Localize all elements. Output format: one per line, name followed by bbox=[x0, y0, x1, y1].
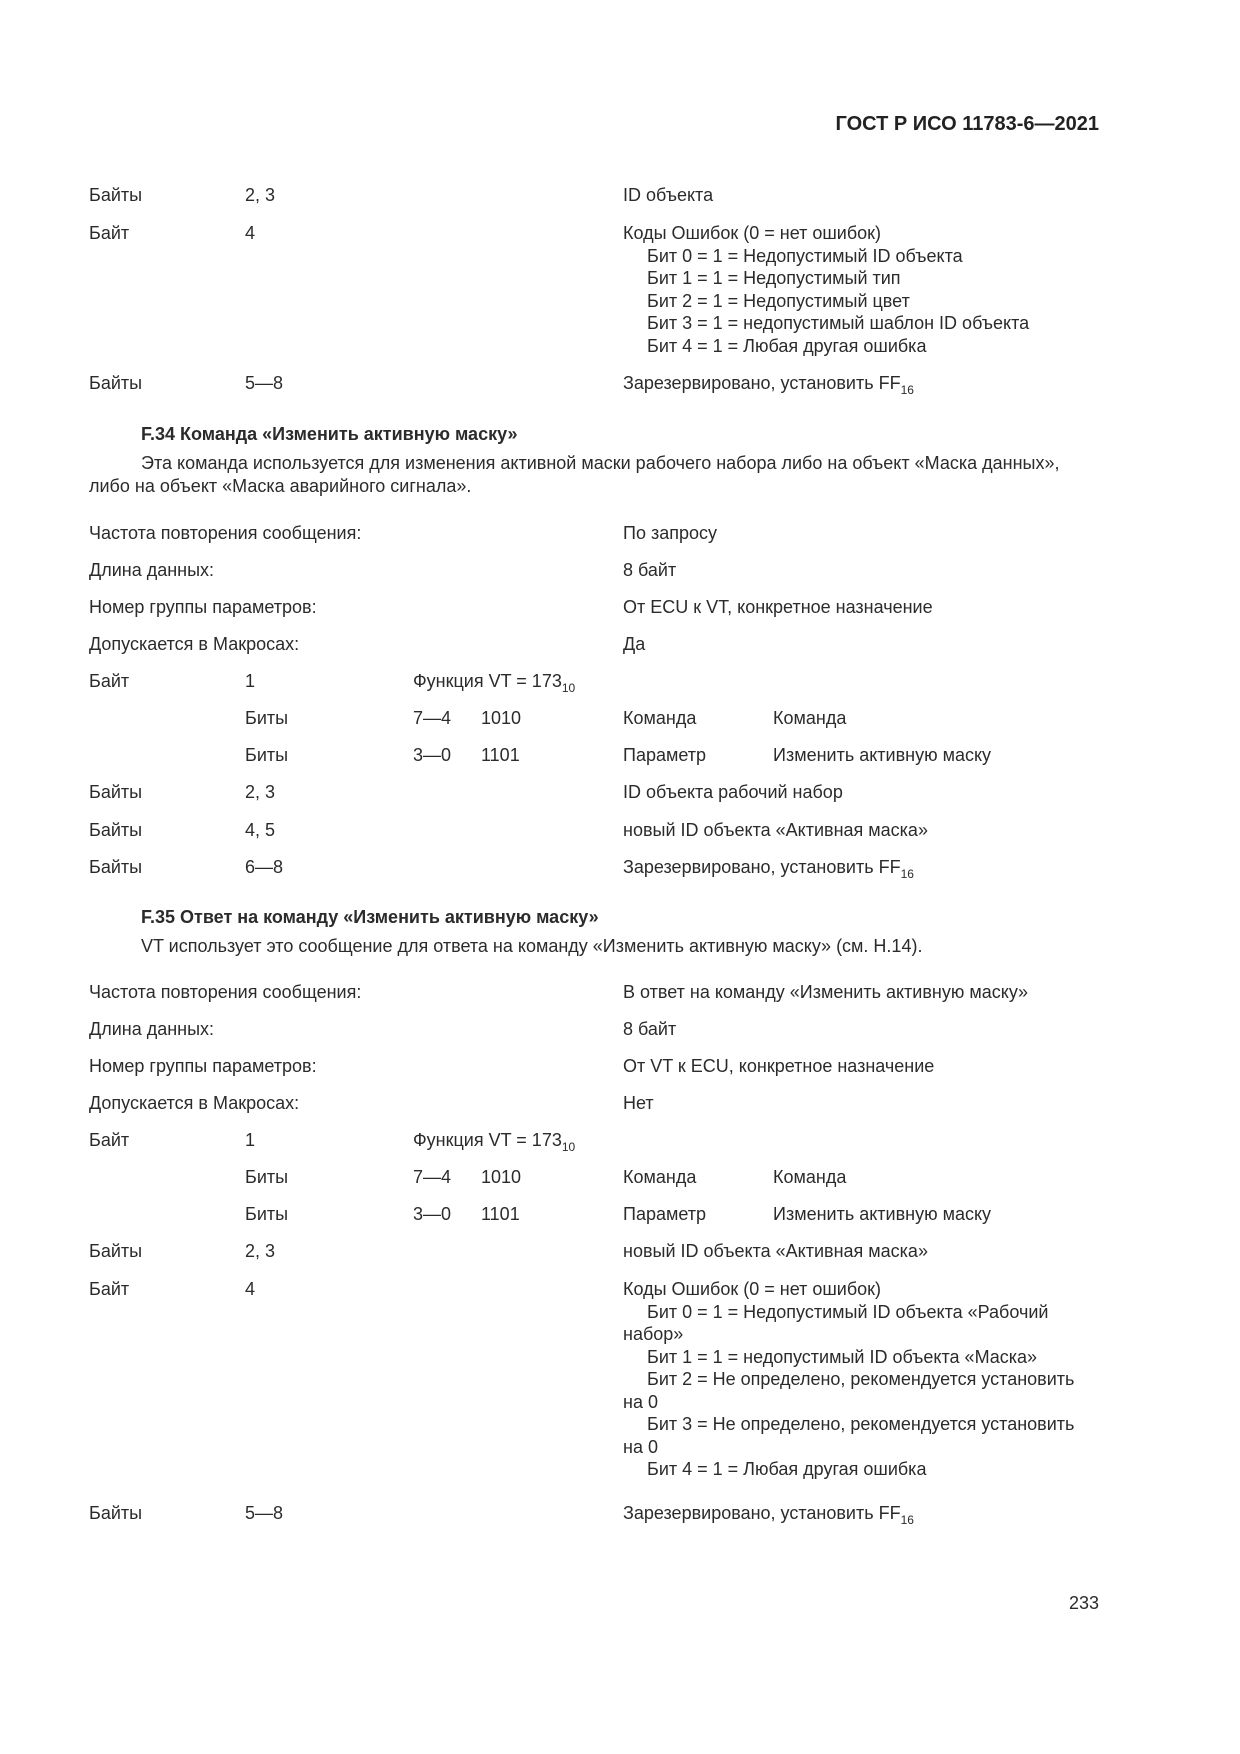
row-value: 6—8 bbox=[245, 857, 284, 877]
row-desc: ID объекта bbox=[623, 185, 714, 205]
row-value: 4 bbox=[245, 1279, 256, 1299]
row-value: 1 bbox=[245, 671, 256, 691]
field-value: 8 байт bbox=[623, 1019, 677, 1039]
function-code bbox=[413, 670, 575, 693]
section-title-f35: F.35 Ответ на команду «Изменить активную маску» bbox=[141, 907, 599, 927]
subscript: 16 bbox=[900, 867, 914, 881]
error-codes-title: Коды Ошибок (0 = нет ошибок) bbox=[623, 223, 882, 243]
bits-field: Команда bbox=[623, 708, 697, 728]
row-label: Байт bbox=[89, 1279, 130, 1299]
reserved-desc bbox=[623, 856, 914, 879]
reserved-text: Зарезервировано, установить FF bbox=[623, 373, 901, 393]
bits-value: 1101 bbox=[481, 745, 520, 765]
row-label: Байты bbox=[89, 857, 143, 877]
page-number: 233 bbox=[1068, 1593, 1099, 1613]
field-label: Номер группы параметров: bbox=[89, 597, 317, 617]
error-code-line: Бит 1 = 1 = недопустимый ID объекта «Маска» bbox=[647, 1346, 1038, 1367]
field-value: 8 байт bbox=[623, 560, 677, 580]
error-codes-block bbox=[623, 222, 1029, 357]
error-code-line: Бит 2 = 1 = Недопустимый цвет bbox=[647, 290, 910, 311]
section-intro-f35: VT использует это сообщение для ответа на команду «Изменить активную маску» (см. H.14). bbox=[141, 936, 923, 956]
bits-range: 3—0 bbox=[413, 1204, 452, 1224]
bits-meaning: Команда bbox=[773, 708, 847, 728]
reserved-desc bbox=[623, 1502, 914, 1525]
row-value: 1 bbox=[245, 1130, 256, 1150]
bits-range: 7—4 bbox=[413, 708, 452, 728]
reserved-text: Зарезервировано, установить FF bbox=[623, 1503, 901, 1523]
bits-range: 3—0 bbox=[413, 745, 452, 765]
row-label: Байт bbox=[89, 1130, 130, 1150]
error-codes-block bbox=[623, 1278, 1099, 1481]
row-value: 5—8 bbox=[245, 1503, 284, 1523]
subscript: 16 bbox=[900, 383, 914, 397]
bits-value: 1101 bbox=[481, 1204, 520, 1224]
error-code-line: Бит 0 = 1 = Недопустимый ID объекта «Рабочий набор» bbox=[623, 1301, 1049, 1344]
row-label: Байты bbox=[89, 820, 143, 840]
bits-value: 1010 bbox=[481, 708, 522, 728]
field-label: Допускается в Макросах: bbox=[89, 634, 300, 654]
error-code-line: Бит 3 = 1 = недопустимый шаблон ID объекта bbox=[647, 313, 1030, 333]
bits-range: 7—4 bbox=[413, 1167, 452, 1187]
row-value: 2, 3 bbox=[245, 782, 276, 802]
field-label: Длина данных: bbox=[89, 1019, 215, 1039]
bits-meaning: Изменить активную маску bbox=[773, 1204, 992, 1224]
field-value: От ECU к VT, конкретное назначение bbox=[623, 597, 933, 617]
function-text: Функция VT = 173 bbox=[413, 1130, 562, 1150]
error-code-line: Бит 2 = Не определено, рекомендуется установить на 0 bbox=[623, 1369, 1075, 1412]
bits-value: 1010 bbox=[481, 1167, 522, 1187]
row-label: Байт bbox=[89, 223, 130, 243]
field-value: Нет bbox=[623, 1093, 654, 1113]
bits-meaning: Изменить активную маску bbox=[773, 745, 992, 765]
section-intro-f34: Эта команда используется для изменения активной маски рабочего набора либо на объект «Маска данных», либо на объект «Маска аварийного сигнала». bbox=[89, 453, 1060, 496]
error-code-line: Бит 0 = 1 = Недопустимый ID объекта bbox=[647, 245, 963, 266]
section-title-f34: F.34 Команда «Изменить активную маску» bbox=[141, 424, 518, 444]
bits-field: Параметр bbox=[623, 745, 707, 765]
field-label: Номер группы параметров: bbox=[89, 1056, 317, 1076]
subscript: 16 bbox=[900, 1513, 914, 1527]
field-value: От VT к ECU, конкретное назначение bbox=[623, 1056, 935, 1076]
row-desc: ID объекта рабочий набор bbox=[623, 782, 843, 802]
document-header: ГОСТ Р ИСО 11783-6—2021 bbox=[835, 113, 1099, 135]
field-value: По запросу bbox=[623, 523, 717, 543]
row-value: 2, 3 bbox=[245, 1241, 276, 1261]
bits-meaning: Команда bbox=[773, 1167, 847, 1187]
row-value: 5—8 bbox=[245, 373, 284, 393]
field-value: В ответ на команду «Изменить активную маску» bbox=[623, 982, 1029, 1002]
error-code-line: Бит 3 = Не определено, рекомендуется установить на 0 bbox=[623, 1414, 1075, 1457]
row-desc: новый ID объекта «Активная маска» bbox=[623, 820, 928, 840]
error-code-line: Бит 1 = 1 = Недопустимый тип bbox=[647, 268, 901, 288]
subscript: 10 bbox=[561, 1140, 576, 1154]
reserved-desc bbox=[623, 372, 914, 395]
field-label: Длина данных: bbox=[89, 560, 215, 580]
bits-field: Параметр bbox=[623, 1204, 707, 1224]
bits-label: Биты bbox=[245, 745, 289, 765]
field-label: Допускается в Макросах: bbox=[89, 1093, 300, 1113]
row-label: Байты bbox=[89, 1503, 143, 1523]
subscript: 10 bbox=[561, 681, 576, 695]
field-label: Частота повторения сообщения: bbox=[89, 982, 362, 1002]
reserved-text: Зарезервировано, установить FF bbox=[623, 857, 901, 877]
error-code-line: Бит 4 = 1 = Любая другая ошибка bbox=[647, 1459, 927, 1479]
field-value: Да bbox=[623, 634, 646, 654]
bits-label: Биты bbox=[245, 1167, 289, 1187]
row-label: Байт bbox=[89, 671, 130, 691]
error-codes-title: Коды Ошибок (0 = нет ошибок) bbox=[623, 1279, 882, 1299]
row-value: 4, 5 bbox=[245, 820, 276, 840]
row-desc: новый ID объекта «Активная маска» bbox=[623, 1241, 928, 1261]
function-text: Функция VT = 173 bbox=[413, 671, 562, 691]
bits-label: Биты bbox=[245, 708, 289, 728]
row-label: Байты bbox=[89, 1241, 143, 1261]
row-label: Байты bbox=[89, 185, 143, 205]
row-label: Байты bbox=[89, 782, 143, 802]
field-label: Частота повторения сообщения: bbox=[89, 523, 362, 543]
bits-label: Биты bbox=[245, 1204, 289, 1224]
row-value: 4 bbox=[245, 223, 256, 243]
function-code bbox=[413, 1129, 575, 1152]
row-value: 2, 3 bbox=[245, 185, 276, 205]
row-label: Байты bbox=[89, 373, 143, 393]
error-code-line: Бит 4 = 1 = Любая другая ошибка bbox=[647, 335, 927, 356]
bits-field: Команда bbox=[623, 1167, 697, 1187]
